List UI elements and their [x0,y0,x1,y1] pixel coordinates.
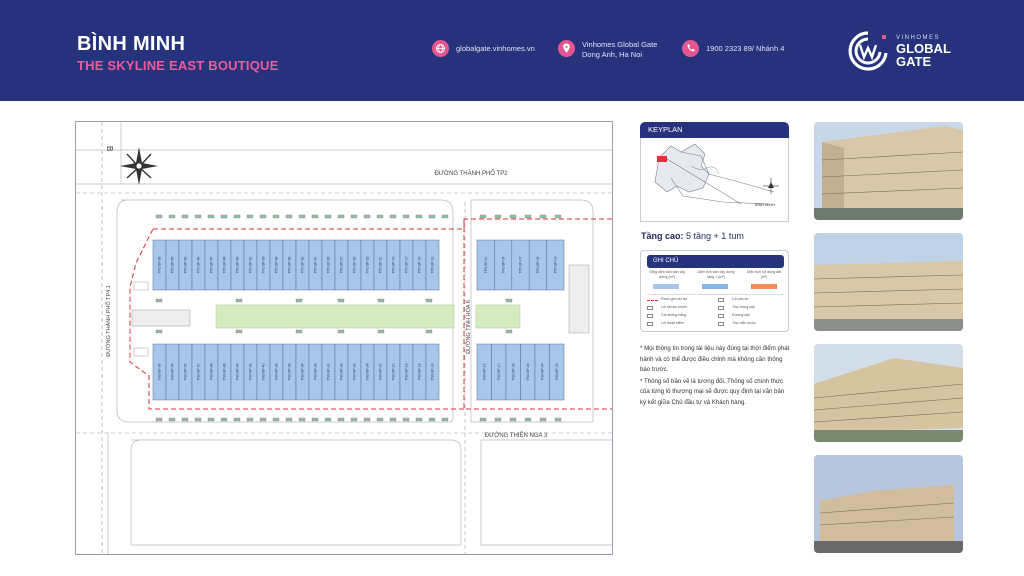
tree-marker [208,215,214,218]
legend-item: Cột chống nắng [661,313,687,317]
tree-marker [510,418,516,421]
lower-left-lot-label: TN3-SP-34 [300,363,305,381]
page-title: BÌNH MINH [77,33,186,55]
legend-item: Lối ra/vào chính [661,305,687,309]
service-block [134,282,148,290]
tree-marker [286,418,292,421]
building-render-3 [814,344,963,442]
tree-marker [480,418,486,421]
lower-right-lot-label: TN3-SP-06 [525,363,530,381]
legend-box [640,250,789,332]
legend-item: Trục trồng cây [732,305,755,309]
tree-marker [221,215,227,218]
legend-item-icon [718,314,724,318]
lower-left-lot-label: TN3-SP-20 [391,363,396,381]
globe-icon [432,40,449,57]
lower-left-lot-label: TN3-SP-24 [365,363,370,381]
tree-marker [364,215,370,218]
tree-marker [273,215,279,218]
tree-marker [234,418,240,421]
lower-left-lot-label: TN3-SP-54 [170,363,175,381]
upper-left-lot-label: TP2-SP-55 [170,256,175,274]
upper-right-lot-label: TP2-SP-09 [501,256,506,274]
upper-right-lot-label: TP2-SP-11 [483,256,488,274]
compass-icon [120,147,158,185]
tree-marker [351,418,357,421]
parking-area [132,310,190,326]
tree-marker [540,418,546,421]
legend-item-icon [647,314,653,318]
lower-left-lot-label: TN3-SP-50 [196,363,201,381]
legend-item-icon [647,300,658,301]
legend-col2: Diện tích sàn xây dựng tầng 1 (m²) [697,270,735,279]
lower-right-lot-label: TN3-SP-12 [482,363,487,381]
tree-marker [236,299,242,302]
location-pin-icon [558,40,575,57]
tree-marker [299,418,305,421]
hotline-text[interactable]: 1900 2323 89/ Nhánh 4 [706,44,785,53]
legend-item-icon [718,322,724,326]
street-bottom: ĐƯỜNG THIÊN NGA 3 [484,433,548,439]
logo-line-2: GATE [896,54,932,69]
tree-marker [208,418,214,421]
header-bar [0,0,1024,101]
upper-left-lot-label: TP2-SP-27 [339,256,344,274]
tree-marker [247,418,253,421]
upper-left-lot-label: TP2-SP-41 [248,256,253,274]
tree-marker [338,215,344,218]
upper-right-lot-label: TP2-SP-03 [553,256,558,274]
building-render-1 [814,122,963,220]
tree-marker [221,418,227,421]
tree-marker [429,215,435,218]
tree-marker [325,418,331,421]
tree-marker [236,330,242,333]
tree-marker [156,299,162,302]
legend-swatch-2 [702,284,728,289]
keyplan-map [640,138,789,222]
tree-marker [338,330,344,333]
upper-left-lot-label: TP2-SP-36 [287,256,292,274]
tree-marker [426,330,432,333]
keyplan-highlight [657,156,667,162]
tree-marker [525,418,531,421]
tree-marker [296,330,302,333]
street-left: ĐƯỜNG THÀNH PHỐ TP4.1 [106,285,112,357]
tree-marker [480,215,486,218]
lower-left-lot-label: TN3-SP-44 [235,363,240,381]
tree-marker [169,215,175,218]
tree-marker [555,215,561,218]
legend-title: GHI CHÚ [647,255,784,268]
upper-left-lot-label: TP2-SP-19 [391,256,396,274]
upper-left-lot-label: TP2-SP-29 [326,256,331,274]
upper-right-lot-label: TP2-SP-05 [536,256,541,274]
tree-marker [312,418,318,421]
tree-marker [296,299,302,302]
legend-col3: Diện tích sử dụng đất (m²) [746,270,782,279]
website-link[interactable]: globalgate.vinhomes.vn [456,44,535,53]
tree-marker [260,418,266,421]
lower-left-lot-label: TN3-SP-28 [339,363,344,381]
logo-wordmark [896,42,951,68]
legend-item-icon [718,306,724,310]
lower-right-lot-label: TN3-SP-04 [540,363,545,381]
upper-left-lot-label: TP2-SP-31 [313,256,318,274]
logo-top-text: VINHOMES [896,35,941,41]
right-green-strip [476,305,520,328]
legend-item: Lối thoát hiểm [661,321,684,325]
site-plan [75,121,613,555]
tree-marker [156,215,162,218]
address-text [582,40,657,60]
tree-marker [286,215,292,218]
note-2: * Thông số bản vẽ là tương đối. Thông số chính thức của từng lô thương mại sẽ được quy định tại văn bản ký kết giữa Chủ đầu tư và Khách hàng. [640,377,785,406]
lower-right-lot-label: TN3-SP-08 [511,363,516,381]
upper-left-lot-label: TP2-SP-43 [235,256,240,274]
legend-item: Trục dẫn nước [732,321,756,325]
notes [640,344,790,409]
tree-marker [506,330,512,333]
tree-marker [182,215,188,218]
tree-marker [195,215,201,218]
tree-marker [416,418,422,421]
floors-info [641,231,744,241]
lower-left-lot-label: TN3-SP-46 [222,363,227,381]
service-block [134,348,148,356]
tree-marker [510,215,516,218]
tree-marker [390,215,396,218]
legend-item: Lối vào xe [732,297,749,301]
legend-col1: Tổng diện tích sàn xây dựng (m²) [648,270,686,279]
tree-marker [312,215,318,218]
tree-marker [299,215,305,218]
compass-label: B [105,146,114,152]
tree-marker [364,418,370,421]
upper-left-lot-label: TP2-SP-46 [222,256,227,274]
lower-left-lot-label: TN3-SP-52 [183,363,188,381]
tree-marker [169,418,175,421]
vinhomes-logo-icon [846,30,892,72]
upper-left-lot-label: TP2-SP-13 [430,256,435,274]
lower-left-lot-label: TN3-SP-14 [430,363,435,381]
lower-left-lot-label: TN3-SP-18 [404,363,409,381]
legend-divider [647,294,784,295]
lower-left-lot-label: TN3-SP-40 [261,363,266,381]
building-render-4 [814,455,963,553]
lower-left-lot-label: TN3-SP-38 [274,363,279,381]
legend-item-icon [718,298,724,302]
tree-marker [338,418,344,421]
tree-marker [390,418,396,421]
tree-marker [273,418,279,421]
lower-left-lot-label: TN3-SP-22 [378,363,383,381]
tree-marker [377,215,383,218]
tree-marker [377,418,383,421]
tree-marker [378,330,384,333]
street-middle: ĐƯỜNG TINH HOA 6 [466,300,472,354]
lower-right-lot-label: TN3-SP-10 [496,363,501,381]
tree-marker [442,418,448,421]
lower-left-lot-label: TN3-SP-48 [209,363,214,381]
street-top: ĐƯỜNG THÀNH PHỐ TP2 [434,171,508,177]
tree-marker [325,215,331,218]
tree-marker [429,418,435,421]
upper-left-lot-label: TP2-SP-25 [352,256,357,274]
upper-left-lot-label: TP2-SP-17 [404,256,409,274]
lower-left-lot-label: TN3-SP-42 [248,363,253,381]
tree-marker [495,215,501,218]
lower-left-lot-label: TN3-SP-32 [313,363,318,381]
upper-left-lot-label: TP2-SP-15 [417,256,422,274]
keyplan-label: BÌNH MINH [755,203,775,207]
legend-swatch-1 [653,284,679,289]
tree-marker [426,299,432,302]
tree-marker [403,215,409,218]
tree-marker [442,215,448,218]
upper-right-lot-label: TP2-SP-07 [518,256,523,274]
lower-left-lot-label: TN3-SP-56 [157,363,162,381]
tree-marker [234,215,240,218]
tree-marker [156,418,162,421]
upper-left-lot-label: TP2-SP-52 [183,256,188,274]
tree-marker [495,418,501,421]
lower-right-lot-label: TN3-SP-02 [554,363,559,381]
central-green-strip [216,305,454,328]
building-render-2 [814,233,963,331]
floors-label: Tầng cao: [641,231,684,241]
upper-left-lot-label: TP2-SP-38 [274,256,279,274]
lower-left-lot-label: TN3-SP-16 [417,363,422,381]
upper-left-lot-label: TP2-SP-21 [378,256,383,274]
tree-marker [416,215,422,218]
tree-marker [260,215,266,218]
parking-area-right [569,265,589,333]
site-plan-drawing [76,122,613,555]
tree-marker [338,299,344,302]
floors-value: 5 tầng + 1 tum [686,231,744,241]
legend-item-icon [647,306,653,310]
address-line-1: Vinhomes Global Gate [582,40,658,49]
lower-left-lot-label: TN3-SP-36 [287,363,292,381]
keyplan-header: KEYPLAN [640,122,789,138]
upper-left-lot-label: TP2-SP-58 [157,256,162,274]
tree-marker [403,418,409,421]
logo-line-1: GLOBAL [896,41,951,56]
tree-marker [378,299,384,302]
tree-marker [540,215,546,218]
legend-item-icon [647,322,653,326]
legend-item: Ranh giới dự án [661,297,687,301]
tree-marker [156,330,162,333]
tree-marker [555,418,561,421]
lower-left-lot-label: TN3-SP-30 [326,363,331,381]
tree-marker [182,418,188,421]
tree-marker [506,299,512,302]
lower-left-lot-label: TN3-SP-26 [352,363,357,381]
upper-left-lot-label: TP2-SP-49 [196,256,201,274]
tree-marker [195,418,201,421]
phone-icon [682,40,699,57]
legend-item: Đường dốc [732,313,751,317]
upper-left-lot-label: TP2-SP-39 [261,256,266,274]
address-line-2: Dong Anh, Ha Noi [582,50,643,59]
tree-marker [247,215,253,218]
upper-left-lot-label: TP2-SP-23 [365,256,370,274]
tree-marker [525,215,531,218]
page-subtitle: THE SKYLINE EAST BOUTIQUE [77,58,279,73]
note-1: * Mọi thông tin trong tài liệu này đúng tại thời điểm phát hành và có thể được điều chỉnh mà không cần thông báo trước. [640,345,790,373]
legend-swatch-3 [751,284,777,289]
tree-marker [351,215,357,218]
upper-left-lot-label: TP2-SP-47 [209,256,214,274]
upper-left-lot-label: TP2-SP-33 [300,256,305,274]
